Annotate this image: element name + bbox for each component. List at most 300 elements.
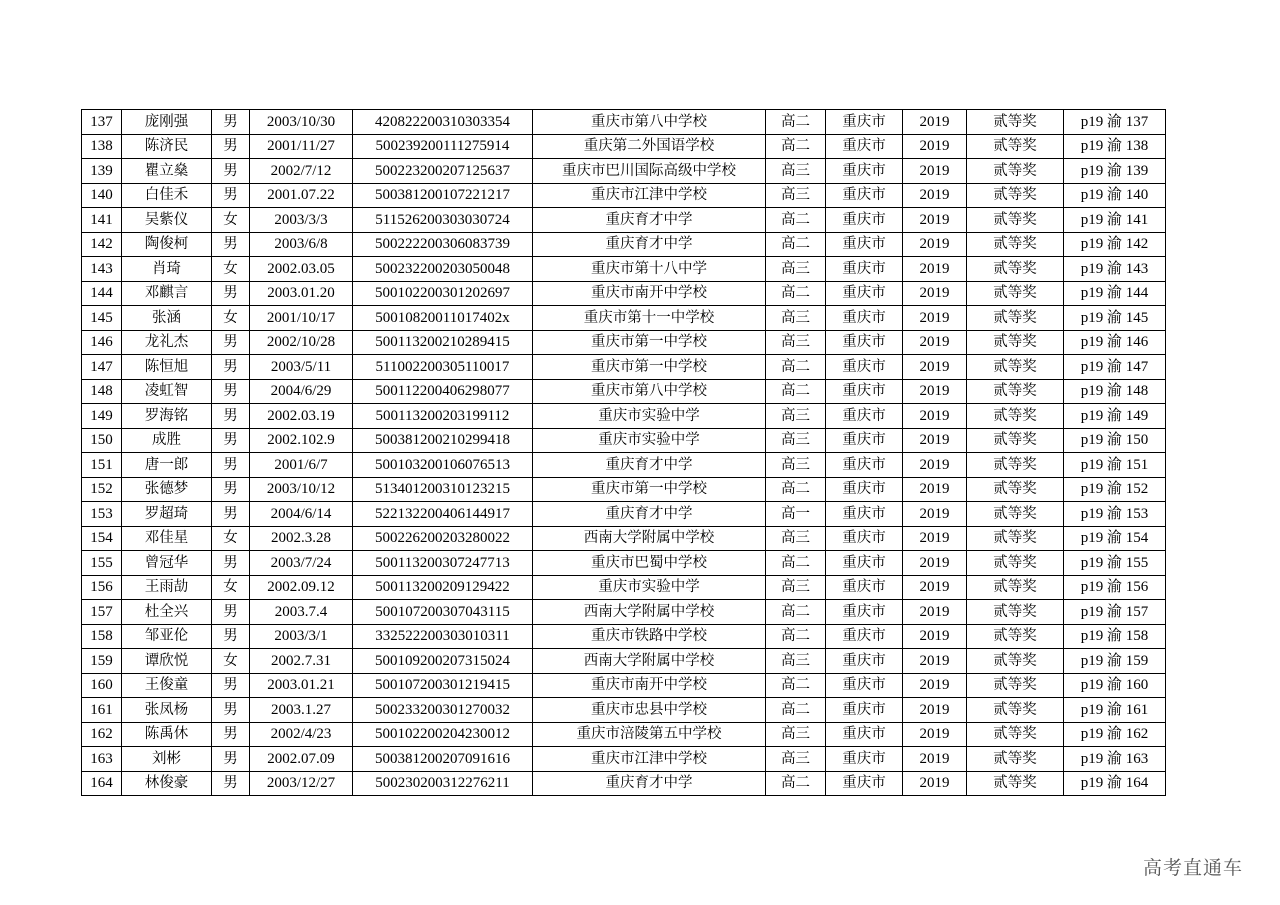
certificate-number-cell: p19 渝 152 [1064,477,1166,502]
birth-date-cell: 2002.102.9 [250,428,353,453]
grade-cell: 高二 [766,355,826,380]
grade-cell: 高二 [766,698,826,723]
grade-cell: 高二 [766,379,826,404]
certificate-number-cell: p19 渝 150 [1064,428,1166,453]
table-row [82,208,1166,233]
birth-date-cell: 2004/6/29 [250,379,353,404]
award-list-body [82,110,1166,796]
region-cell: 重庆市 [826,404,903,429]
row-number-cell: 142 [82,232,122,257]
gender-cell: 男 [212,134,250,159]
certificate-number-cell: p19 渝 140 [1064,183,1166,208]
row-number-cell: 160 [82,673,122,698]
school-name-cell: 重庆育才中学 [533,502,766,527]
award-level-cell: 贰等奖 [967,428,1064,453]
table-row [82,771,1166,796]
id-number-cell: 500103200106076513 [353,453,533,478]
row-number-cell: 164 [82,771,122,796]
student-name-cell: 陈济民 [122,134,212,159]
gender-cell: 女 [212,257,250,282]
table-row [82,330,1166,355]
table-row [82,379,1166,404]
table-row [82,649,1166,674]
region-cell: 重庆市 [826,624,903,649]
birth-date-cell: 2003.01.21 [250,673,353,698]
school-name-cell: 重庆育才中学 [533,232,766,257]
gender-cell: 男 [212,379,250,404]
year-cell: 2019 [903,404,967,429]
student-name-cell: 罗超琦 [122,502,212,527]
birth-date-cell: 2003/12/27 [250,771,353,796]
row-number-cell: 140 [82,183,122,208]
table-row [82,502,1166,527]
region-cell: 重庆市 [826,281,903,306]
gender-cell: 男 [212,477,250,502]
table-row [82,232,1166,257]
table-row [82,306,1166,331]
table-row [82,134,1166,159]
award-level-cell: 贰等奖 [967,624,1064,649]
gender-cell: 男 [212,673,250,698]
student-name-cell: 刘彬 [122,747,212,772]
gender-cell: 男 [212,624,250,649]
id-number-cell: 500232200203050048 [353,257,533,282]
certificate-number-cell: p19 渝 148 [1064,379,1166,404]
birth-date-cell: 2001/11/27 [250,134,353,159]
row-number-cell: 141 [82,208,122,233]
row-number-cell: 153 [82,502,122,527]
region-cell: 重庆市 [826,526,903,551]
certificate-number-cell: p19 渝 137 [1064,110,1166,135]
award-level-cell: 贰等奖 [967,110,1064,135]
table-row [82,281,1166,306]
birth-date-cell: 2003.01.20 [250,281,353,306]
certificate-number-cell: p19 渝 154 [1064,526,1166,551]
grade-cell: 高三 [766,404,826,429]
id-number-cell: 500113200307247713 [353,551,533,576]
certificate-number-cell: p19 渝 153 [1064,502,1166,527]
table-row [82,575,1166,600]
year-cell: 2019 [903,306,967,331]
id-number-cell: 500222200306083739 [353,232,533,257]
school-name-cell: 西南大学附属中学校 [533,600,766,625]
year-cell: 2019 [903,771,967,796]
school-name-cell: 重庆市第十八中学 [533,257,766,282]
table-row [82,698,1166,723]
gender-cell: 男 [212,453,250,478]
region-cell: 重庆市 [826,747,903,772]
gender-cell: 女 [212,649,250,674]
student-name-cell: 张凤杨 [122,698,212,723]
year-cell: 2019 [903,698,967,723]
certificate-number-cell: p19 渝 157 [1064,600,1166,625]
certificate-number-cell: p19 渝 163 [1064,747,1166,772]
award-level-cell: 贰等奖 [967,673,1064,698]
gender-cell: 男 [212,722,250,747]
school-name-cell: 西南大学附属中学校 [533,526,766,551]
id-number-cell: 500381200107221217 [353,183,533,208]
year-cell: 2019 [903,281,967,306]
award-level-cell: 贰等奖 [967,600,1064,625]
award-level-cell: 贰等奖 [967,575,1064,600]
student-name-cell: 肖琦 [122,257,212,282]
year-cell: 2019 [903,551,967,576]
year-cell: 2019 [903,257,967,282]
student-name-cell: 王俊童 [122,673,212,698]
student-name-cell: 张涵 [122,306,212,331]
grade-cell: 高一 [766,502,826,527]
grade-cell: 高三 [766,526,826,551]
award-level-cell: 贰等奖 [967,551,1064,576]
certificate-number-cell: p19 渝 139 [1064,159,1166,184]
gender-cell: 男 [212,355,250,380]
certificate-number-cell: p19 渝 147 [1064,355,1166,380]
row-number-cell: 138 [82,134,122,159]
table-row [82,428,1166,453]
school-name-cell: 重庆市第八中学校 [533,379,766,404]
gender-cell: 女 [212,575,250,600]
row-number-cell: 152 [82,477,122,502]
table-row [82,624,1166,649]
birth-date-cell: 2004/6/14 [250,502,353,527]
student-name-cell: 邓麒言 [122,281,212,306]
grade-cell: 高三 [766,159,826,184]
region-cell: 重庆市 [826,502,903,527]
year-cell: 2019 [903,208,967,233]
gender-cell: 男 [212,747,250,772]
table-row [82,453,1166,478]
id-number-cell: 500112200406298077 [353,379,533,404]
gender-cell: 男 [212,698,250,723]
year-cell: 2019 [903,159,967,184]
year-cell: 2019 [903,232,967,257]
school-name-cell: 重庆市涪陵第五中学校 [533,722,766,747]
row-number-cell: 159 [82,649,122,674]
award-level-cell: 贰等奖 [967,698,1064,723]
award-level-cell: 贰等奖 [967,281,1064,306]
award-level-cell: 贰等奖 [967,526,1064,551]
year-cell: 2019 [903,526,967,551]
birth-date-cell: 2002/4/23 [250,722,353,747]
award-level-cell: 贰等奖 [967,404,1064,429]
award-level-cell: 贰等奖 [967,232,1064,257]
row-number-cell: 156 [82,575,122,600]
row-number-cell: 162 [82,722,122,747]
table-row [82,477,1166,502]
award-level-cell: 贰等奖 [967,747,1064,772]
watermark-text: 高考直通车 [1143,857,1244,879]
award-level-cell: 贰等奖 [967,306,1064,331]
student-name-cell: 唐一郎 [122,453,212,478]
birth-date-cell: 2002.03.19 [250,404,353,429]
year-cell: 2019 [903,624,967,649]
school-name-cell: 重庆市南开中学校 [533,673,766,698]
row-number-cell: 151 [82,453,122,478]
id-number-cell: 500381200210299418 [353,428,533,453]
table-row [82,722,1166,747]
region-cell: 重庆市 [826,771,903,796]
region-cell: 重庆市 [826,330,903,355]
award-level-cell: 贰等奖 [967,722,1064,747]
id-number-cell: 500226200203280022 [353,526,533,551]
student-name-cell: 白佳禾 [122,183,212,208]
birth-date-cell: 2001.07.22 [250,183,353,208]
id-number-cell: 500113200209129422 [353,575,533,600]
student-name-cell: 张德梦 [122,477,212,502]
student-name-cell: 陈恒旭 [122,355,212,380]
certificate-number-cell: p19 渝 145 [1064,306,1166,331]
grade-cell: 高二 [766,624,826,649]
award-level-cell: 贰等奖 [967,649,1064,674]
table-row [82,183,1166,208]
school-name-cell: 重庆市实验中学 [533,428,766,453]
row-number-cell: 163 [82,747,122,772]
award-level-cell: 贰等奖 [967,330,1064,355]
grade-cell: 高二 [766,551,826,576]
school-name-cell: 重庆市铁路中学校 [533,624,766,649]
gender-cell: 男 [212,428,250,453]
award-level-cell: 贰等奖 [967,477,1064,502]
region-cell: 重庆市 [826,453,903,478]
school-name-cell: 重庆市第十一中学校 [533,306,766,331]
certificate-number-cell: p19 渝 162 [1064,722,1166,747]
row-number-cell: 137 [82,110,122,135]
student-name-cell: 杜全兴 [122,600,212,625]
school-name-cell: 西南大学附属中学校 [533,649,766,674]
table-row [82,551,1166,576]
certificate-number-cell: p19 渝 164 [1064,771,1166,796]
year-cell: 2019 [903,722,967,747]
student-name-cell: 龙礼杰 [122,330,212,355]
year-cell: 2019 [903,110,967,135]
school-name-cell: 重庆市巴蜀中学校 [533,551,766,576]
id-number-cell: 50010820011017402x [353,306,533,331]
grade-cell: 高三 [766,257,826,282]
student-name-cell: 曾冠华 [122,551,212,576]
year-cell: 2019 [903,379,967,404]
school-name-cell: 重庆市南开中学校 [533,281,766,306]
award-level-cell: 贰等奖 [967,771,1064,796]
student-name-cell: 庞刚强 [122,110,212,135]
award-level-cell: 贰等奖 [967,159,1064,184]
birth-date-cell: 2003/7/24 [250,551,353,576]
birth-date-cell: 2003/10/12 [250,477,353,502]
row-number-cell: 144 [82,281,122,306]
grade-cell: 高三 [766,183,826,208]
birth-date-cell: 2002.09.12 [250,575,353,600]
grade-cell: 高三 [766,428,826,453]
region-cell: 重庆市 [826,649,903,674]
award-level-cell: 贰等奖 [967,208,1064,233]
id-number-cell: 500381200207091616 [353,747,533,772]
certificate-number-cell: p19 渝 138 [1064,134,1166,159]
year-cell: 2019 [903,600,967,625]
gender-cell: 男 [212,551,250,576]
id-number-cell: 500109200207315024 [353,649,533,674]
award-level-cell: 贰等奖 [967,257,1064,282]
birth-date-cell: 2002/10/28 [250,330,353,355]
region-cell: 重庆市 [826,208,903,233]
gender-cell: 男 [212,600,250,625]
birth-date-cell: 2003.1.27 [250,698,353,723]
id-number-cell: 500107200307043115 [353,600,533,625]
gender-cell: 男 [212,404,250,429]
id-number-cell: 500230200312276211 [353,771,533,796]
id-number-cell: 511002200305110017 [353,355,533,380]
region-cell: 重庆市 [826,134,903,159]
row-number-cell: 149 [82,404,122,429]
grade-cell: 高二 [766,208,826,233]
student-name-cell: 凌虹智 [122,379,212,404]
school-name-cell: 重庆育才中学 [533,453,766,478]
region-cell: 重庆市 [826,673,903,698]
birth-date-cell: 2002.07.09 [250,747,353,772]
id-number-cell: 500107200301219415 [353,673,533,698]
year-cell: 2019 [903,575,967,600]
grade-cell: 高二 [766,673,826,698]
birth-date-cell: 2003/5/11 [250,355,353,380]
row-number-cell: 161 [82,698,122,723]
id-number-cell: 500239200111275914 [353,134,533,159]
row-number-cell: 150 [82,428,122,453]
school-name-cell: 重庆第二外国语学校 [533,134,766,159]
school-name-cell: 重庆市第一中学校 [533,330,766,355]
student-name-cell: 陶俊柯 [122,232,212,257]
student-name-cell: 邹亚伦 [122,624,212,649]
student-name-cell: 谭欣悦 [122,649,212,674]
award-level-cell: 贰等奖 [967,453,1064,478]
birth-date-cell: 2003/10/30 [250,110,353,135]
student-name-cell: 林俊豪 [122,771,212,796]
school-name-cell: 重庆育才中学 [533,208,766,233]
region-cell: 重庆市 [826,355,903,380]
grade-cell: 高三 [766,722,826,747]
grade-cell: 高三 [766,306,826,331]
year-cell: 2019 [903,649,967,674]
region-cell: 重庆市 [826,428,903,453]
region-cell: 重庆市 [826,575,903,600]
grade-cell: 高二 [766,134,826,159]
gender-cell: 男 [212,502,250,527]
row-number-cell: 158 [82,624,122,649]
grade-cell: 高二 [766,232,826,257]
id-number-cell: 511526200303030724 [353,208,533,233]
region-cell: 重庆市 [826,257,903,282]
table-row [82,257,1166,282]
gender-cell: 女 [212,306,250,331]
award-level-cell: 贰等奖 [967,183,1064,208]
certificate-number-cell: p19 渝 144 [1064,281,1166,306]
certificate-number-cell: p19 渝 149 [1064,404,1166,429]
table-row [82,673,1166,698]
certificate-number-cell: p19 渝 146 [1064,330,1166,355]
student-name-cell: 瞿立燊 [122,159,212,184]
grade-cell: 高二 [766,771,826,796]
school-name-cell: 重庆市第一中学校 [533,355,766,380]
row-number-cell: 146 [82,330,122,355]
region-cell: 重庆市 [826,379,903,404]
school-name-cell: 重庆市第一中学校 [533,477,766,502]
table-row [82,526,1166,551]
year-cell: 2019 [903,355,967,380]
region-cell: 重庆市 [826,232,903,257]
birth-date-cell: 2003/3/3 [250,208,353,233]
award-level-cell: 贰等奖 [967,355,1064,380]
student-name-cell: 吴紫仪 [122,208,212,233]
birth-date-cell: 2003/3/1 [250,624,353,649]
certificate-number-cell: p19 渝 142 [1064,232,1166,257]
id-number-cell: 500223200207125637 [353,159,533,184]
year-cell: 2019 [903,134,967,159]
row-number-cell: 154 [82,526,122,551]
award-level-cell: 贰等奖 [967,134,1064,159]
gender-cell: 男 [212,183,250,208]
table-row [82,355,1166,380]
gender-cell: 男 [212,232,250,257]
birth-date-cell: 2002.7.31 [250,649,353,674]
certificate-number-cell: p19 渝 159 [1064,649,1166,674]
gender-cell: 男 [212,281,250,306]
year-cell: 2019 [903,183,967,208]
grade-cell: 高二 [766,110,826,135]
id-number-cell: 500113200203199112 [353,404,533,429]
table-row [82,747,1166,772]
gender-cell: 女 [212,208,250,233]
table-row [82,600,1166,625]
region-cell: 重庆市 [826,110,903,135]
birth-date-cell: 2003.7.4 [250,600,353,625]
row-number-cell: 145 [82,306,122,331]
certificate-number-cell: p19 渝 151 [1064,453,1166,478]
region-cell: 重庆市 [826,306,903,331]
gender-cell: 男 [212,330,250,355]
student-name-cell: 邓佳星 [122,526,212,551]
row-number-cell: 148 [82,379,122,404]
school-name-cell: 重庆育才中学 [533,771,766,796]
grade-cell: 高二 [766,477,826,502]
id-number-cell: 420822200310303354 [353,110,533,135]
id-number-cell: 522132200406144917 [353,502,533,527]
grade-cell: 高三 [766,453,826,478]
birth-date-cell: 2001/6/7 [250,453,353,478]
row-number-cell: 147 [82,355,122,380]
grade-cell: 高二 [766,600,826,625]
id-number-cell: 513401200310123215 [353,477,533,502]
year-cell: 2019 [903,477,967,502]
id-number-cell: 332522200303010311 [353,624,533,649]
birth-date-cell: 2002.03.05 [250,257,353,282]
student-name-cell: 王雨劼 [122,575,212,600]
certificate-number-cell: p19 渝 156 [1064,575,1166,600]
year-cell: 2019 [903,428,967,453]
row-number-cell: 157 [82,600,122,625]
region-cell: 重庆市 [826,722,903,747]
school-name-cell: 重庆市江津中学校 [533,183,766,208]
id-number-cell: 500233200301270032 [353,698,533,723]
gender-cell: 男 [212,771,250,796]
school-name-cell: 重庆市第八中学校 [533,110,766,135]
grade-cell: 高三 [766,649,826,674]
gender-cell: 女 [212,526,250,551]
gender-cell: 男 [212,110,250,135]
student-name-cell: 罗海铭 [122,404,212,429]
year-cell: 2019 [903,747,967,772]
grade-cell: 高二 [766,281,826,306]
award-list-table [81,109,1166,796]
certificate-number-cell: p19 渝 160 [1064,673,1166,698]
birth-date-cell: 2002/7/12 [250,159,353,184]
table-row [82,404,1166,429]
